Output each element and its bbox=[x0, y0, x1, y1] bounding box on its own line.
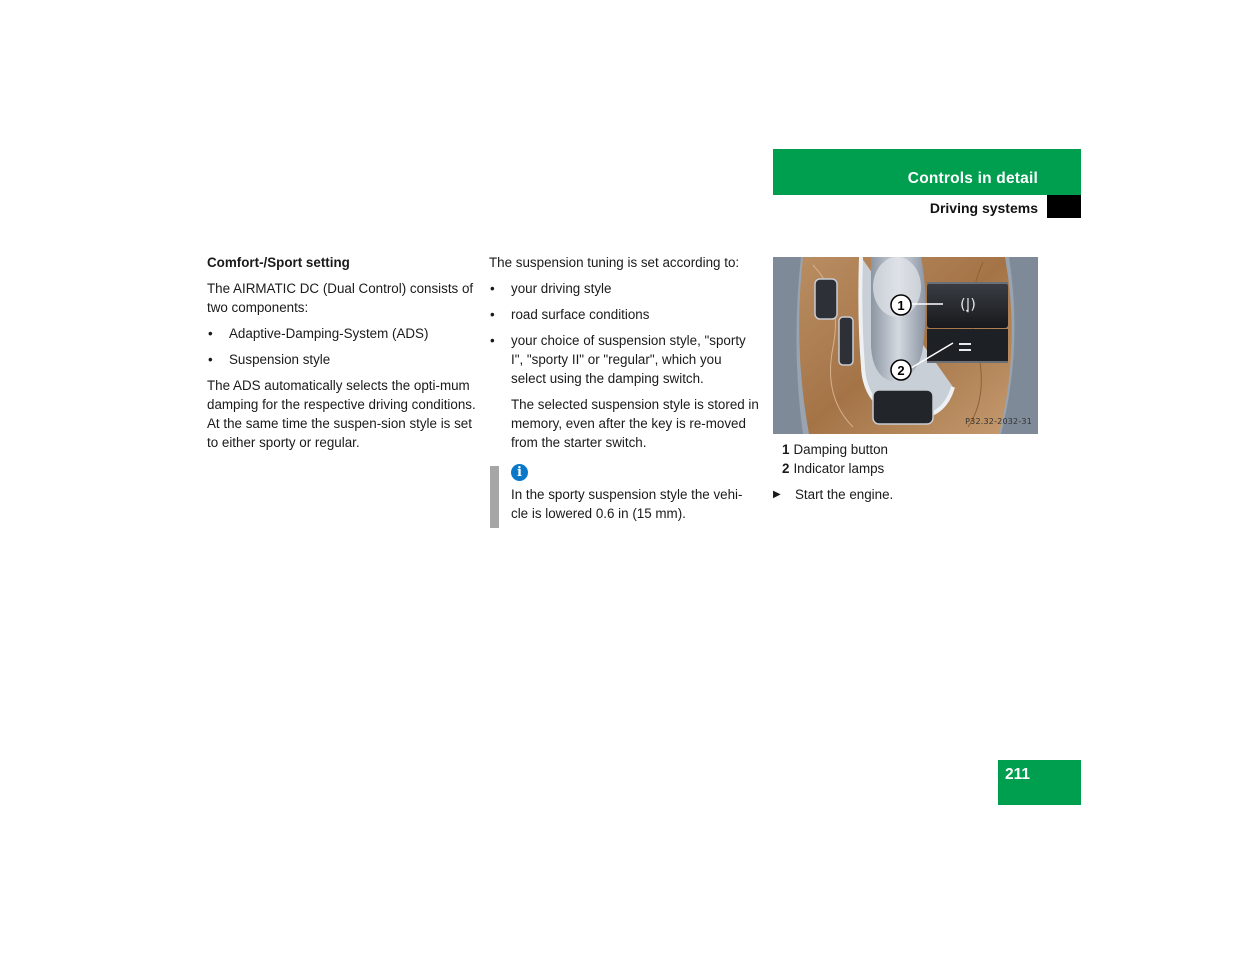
tuning-list bbox=[489, 279, 759, 388]
list-item: • road surface conditions bbox=[490, 307, 650, 322]
section-marker bbox=[1047, 195, 1081, 218]
instruction-step bbox=[773, 485, 1053, 504]
damping-symbol-icon: (|̣) bbox=[960, 297, 976, 313]
tuning-intro: The suspension tuning is set according to: bbox=[489, 255, 740, 270]
list-item: • your driving style bbox=[490, 281, 612, 296]
list-item: • Suspension style bbox=[208, 352, 331, 367]
figure-code: P32.32-2032-31 bbox=[965, 417, 1032, 426]
step-text: Start the engine. bbox=[795, 487, 894, 502]
bullet-icon: • bbox=[208, 326, 213, 341]
svg-text:2: 2 bbox=[897, 363, 905, 378]
subsection-title: Driving systems bbox=[929, 200, 1038, 216]
list-item: • your choice of suspension style, "sporty I", "sporty II" or "regular", which you select using the damping switch. bbox=[490, 333, 746, 386]
bullet-icon: • bbox=[208, 352, 213, 367]
list-item: • Adaptive-Damping-System (ADS) bbox=[208, 326, 429, 341]
section-header-bar bbox=[773, 149, 1081, 195]
legend-item: 2 Indicator lamps bbox=[782, 461, 885, 476]
column-left bbox=[207, 253, 477, 459]
bullet-icon: • bbox=[490, 333, 495, 348]
section-title: Controls in detail bbox=[907, 170, 1038, 187]
page-number: 211 bbox=[1005, 766, 1031, 783]
column-middle bbox=[489, 253, 759, 530]
column-right bbox=[773, 253, 1053, 504]
page-number-box bbox=[998, 760, 1081, 805]
legend-item: 1 Damping button bbox=[782, 442, 888, 457]
bullet-icon: • bbox=[490, 307, 495, 322]
arrow-right-icon: ▶ bbox=[773, 489, 781, 500]
console-illustration bbox=[773, 257, 1038, 434]
memory-note: The selected suspension style is stored in memory, even after the key is re-moved from the starter switch. bbox=[511, 397, 759, 450]
info-text: In the sporty suspension style the vehi-cle is lowered 0.6 in (15 mm). bbox=[511, 487, 743, 521]
console-figure bbox=[773, 257, 1038, 434]
intro-paragraph: The AIRMATIC DC (Dual Control) consists of two components: bbox=[207, 281, 474, 315]
section-heading: Comfort-/Sport setting bbox=[207, 255, 350, 270]
info-bar bbox=[490, 466, 499, 528]
figure-legend bbox=[773, 440, 1053, 478]
svg-text:1: 1 bbox=[897, 298, 905, 313]
bullet-icon: • bbox=[490, 281, 495, 296]
component-list bbox=[207, 324, 477, 369]
info-icon: i bbox=[511, 464, 528, 481]
ads-paragraph: The ADS automatically selects the opti-mum damping for the respective driving conditions. At the same time the suspen-sion style is set to either sporty or regular. bbox=[207, 378, 476, 450]
info-box bbox=[489, 464, 759, 523]
